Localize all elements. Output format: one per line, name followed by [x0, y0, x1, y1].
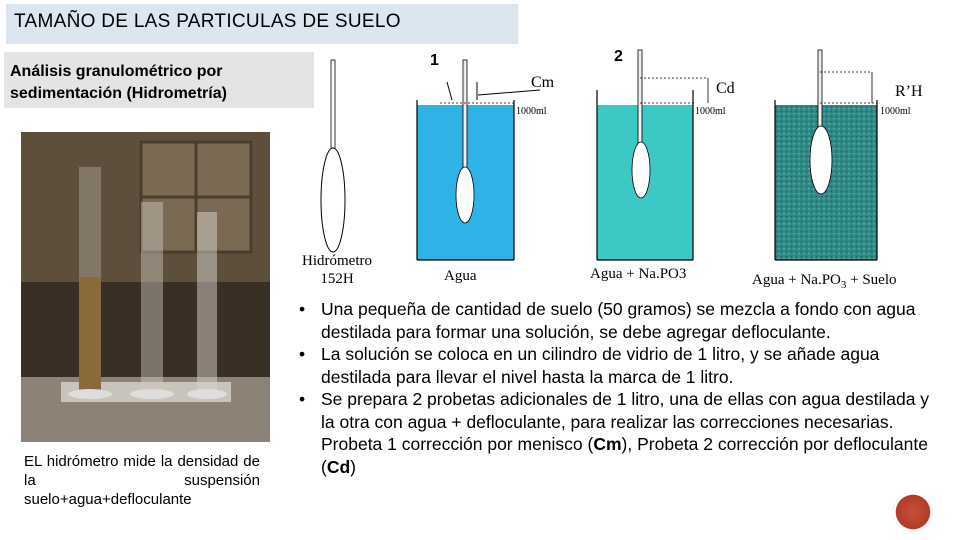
suelo-label-subscript: 3: [840, 279, 847, 291]
bullet-text-3b: ), Probeta 2 corrección por defloculante (: [321, 434, 928, 477]
agua-label: Agua: [444, 268, 477, 284]
cylinder-1: [417, 60, 540, 260]
hydrometer-label-line-1: Hidrómetro: [302, 253, 372, 269]
cylinder-2-number: 2: [614, 48, 623, 65]
bullet-cm: Cm: [593, 434, 622, 454]
bullet-text-2: La solución se coloca en un cilindro de vidrio de 1 litro, y se añade agua destilada para llevar el nivel hasta la marca de 1 litro.: [321, 344, 880, 387]
ml-mark-1: 1000ml: [516, 106, 547, 117]
suelo-label-b: + Suelo: [846, 272, 897, 288]
slide-nav-button[interactable]: [893, 492, 933, 532]
photo-caption: EL hidrómetro mide la densidad de la suspensión suelo+agua+defloculante: [24, 453, 260, 508]
bullet-cd: Cd: [326, 456, 351, 477]
slide-title: TAMAÑO DE LAS PARTICULAS DE SUELO: [6, 4, 518, 44]
subtitle-line-2: sedimentación (Hidrometría): [10, 85, 227, 102]
rh-label: R’H: [895, 83, 923, 100]
hydrometer-standalone: [321, 60, 345, 252]
bullet-text-1: Una pequeña de cantidad de suelo (50 gramos) se mezcla a fondo con agua destilada para formar una solución, se debe agregar defloculante.: [321, 299, 916, 342]
suelo-label-a: Agua + Na.PO: [752, 272, 841, 288]
ml-mark-3: 1000ml: [880, 106, 911, 117]
agua-napo-label: Agua + Na.PO3: [590, 266, 687, 282]
hydrometer-label: [297, 252, 377, 288]
hydrometer-label-line-2: 152H: [320, 271, 354, 287]
cylinder-2: [597, 50, 708, 260]
cylinder-3: [775, 50, 877, 260]
bullet-text-3c: ): [350, 456, 356, 477]
cd-label: Cd: [716, 80, 735, 97]
bullet-symbol: •: [299, 389, 306, 409]
cylinder-1-number: 1: [430, 52, 439, 69]
subtitle-line-1: Análisis granulométrico por: [10, 63, 223, 80]
bullet-symbol: •: [299, 299, 306, 319]
ml-mark-2: 1000ml: [695, 106, 726, 117]
bullet-list: [295, 298, 935, 478]
bullet-symbol: •: [299, 344, 306, 364]
bullet-text-3a: Se prepara 2 probetas adicionales de 1 litro, una de ellas con agua destilada y la otra con agua + defloculante, para realizar las correcciones necesarias. Probeta 1 corrección por menisco (: [321, 389, 930, 454]
agua-napo-suelo-label: [752, 272, 897, 291]
bullet-item-1: [295, 298, 935, 343]
bullet-item-2: [295, 343, 935, 388]
bullet-item-3: [295, 388, 935, 478]
cm-label: Cm: [531, 74, 555, 91]
